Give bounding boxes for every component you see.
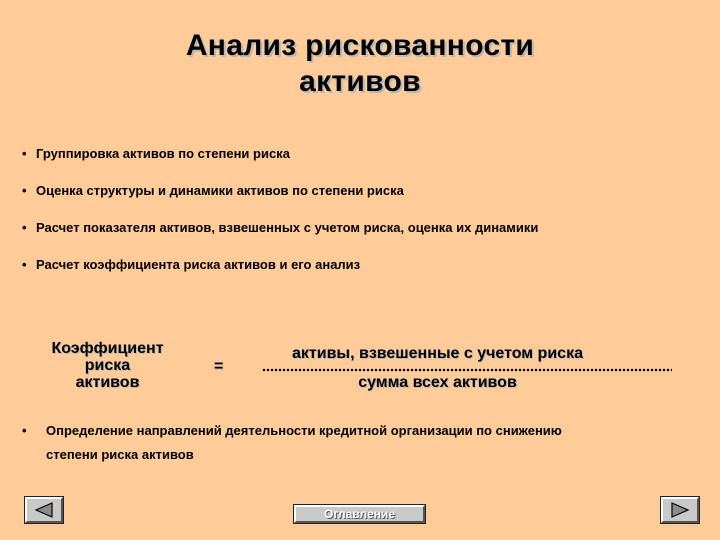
slide-title — [0, 28, 720, 100]
bullet-text: Расчет коэффициента риска активов и его анализ — [36, 257, 361, 272]
triangle-right-icon — [663, 499, 697, 521]
formula-term-line-2: риска — [84, 357, 131, 374]
formula-term-line-1: Коэффициент — [51, 340, 164, 357]
bullet-list — [22, 146, 702, 294]
bullet-marker: • — [22, 146, 27, 161]
formula-term-line-3: активов — [75, 374, 140, 391]
bullet-item — [22, 220, 702, 236]
bullet-marker: • — [22, 183, 27, 198]
bullet-marker: • — [22, 423, 27, 438]
triangle-left-icon — [27, 499, 61, 521]
bullet-item-final — [22, 419, 682, 467]
bullet-marker: • — [22, 257, 27, 272]
bullet-text: Оценка структуры и динамики активов по степени риска — [36, 183, 404, 198]
table-of-contents-button[interactable]: Оглавление — [294, 505, 425, 523]
formula-denominator: сумма всех активов — [358, 374, 517, 391]
bullet-marker: • — [22, 220, 27, 235]
slide-title-line-1: Анализ рискованности — [185, 29, 535, 62]
bullet-item — [22, 183, 702, 199]
previous-slide-button[interactable] — [25, 497, 63, 523]
bullet-text: Группировка активов по степени риска — [36, 146, 290, 161]
formula-fraction-line — [262, 368, 672, 372]
formula-term-label — [30, 340, 185, 391]
bullet-item — [22, 257, 702, 273]
formula-equals-sign: = — [214, 358, 224, 375]
bullet-item — [22, 146, 702, 162]
bullet-text-line-2: степени риска активов — [46, 447, 194, 462]
next-slide-button[interactable] — [661, 497, 699, 523]
bullet-text-line-1: Определение направлений деятельности кредитной организации по снижению — [46, 423, 562, 438]
formula-numerator: активы, взвешенные с учетом риска — [292, 345, 583, 362]
slide-title-line-2: активов — [299, 65, 421, 98]
bullet-text: Расчет показателя активов, взвешенных с учетом риска, оценка их динамики — [36, 220, 539, 235]
